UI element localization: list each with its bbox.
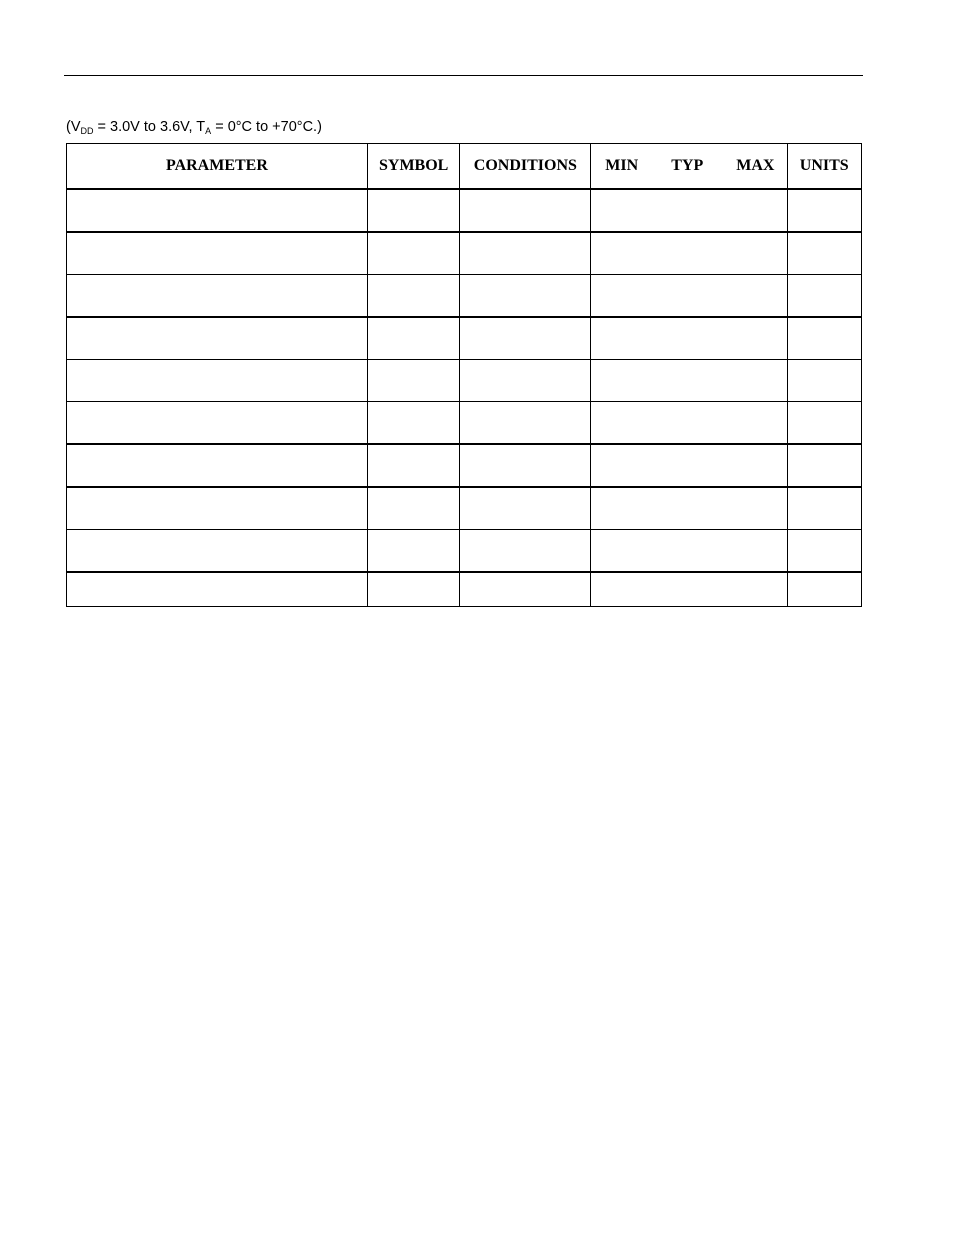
cell-units [787, 360, 862, 402]
cell-min-typ-max [591, 317, 787, 360]
cell-parameter [67, 360, 368, 402]
cell-units [787, 444, 862, 487]
cell-symbol [367, 275, 460, 318]
cell-min-typ-max [591, 530, 787, 573]
cell-units [787, 189, 862, 232]
cell-conditions [460, 487, 591, 530]
cell-min-typ-max [591, 402, 787, 445]
table-row [67, 360, 862, 402]
cell-conditions [460, 444, 591, 487]
cell-symbol [367, 572, 460, 607]
cell-units [787, 232, 862, 275]
header-min: MIN [605, 157, 639, 174]
cell-min-typ-max [591, 360, 787, 402]
operating-conditions-note [66, 118, 322, 136]
cell-conditions [460, 232, 591, 275]
cell-parameter [67, 530, 368, 573]
electrical-characteristics-table [66, 143, 862, 607]
table-header-row [67, 144, 862, 190]
table-row [67, 487, 862, 530]
cell-conditions [460, 530, 591, 573]
cell-symbol [367, 530, 460, 573]
note-text-mid: = 3.0V to 3.6V, T [93, 119, 206, 135]
cell-min-typ-max [591, 444, 787, 487]
top-rule [64, 75, 863, 76]
ta-subscript: A [205, 126, 212, 136]
header-conditions: CONDITIONS [460, 144, 591, 190]
cell-conditions [460, 402, 591, 445]
table-row [67, 232, 862, 275]
table-row [67, 402, 862, 445]
cell-min-typ-max [591, 275, 787, 318]
cell-min-typ-max [591, 487, 787, 530]
cell-units [787, 530, 862, 573]
cell-units [787, 487, 862, 530]
cell-symbol [367, 487, 460, 530]
cell-conditions [460, 572, 591, 607]
table-row [67, 317, 862, 360]
cell-parameter [67, 189, 368, 232]
header-max: MAX [736, 157, 775, 174]
cell-conditions [460, 189, 591, 232]
table-row [67, 275, 862, 318]
cell-parameter [67, 572, 368, 607]
header-symbol: SYMBOL [367, 144, 460, 190]
vdd-subscript: DD [80, 126, 94, 136]
cell-units [787, 572, 862, 607]
header-typ: TYP [671, 157, 704, 174]
cell-parameter [67, 317, 368, 360]
cell-units [787, 402, 862, 445]
cell-min-typ-max [591, 572, 787, 607]
table-row [67, 444, 862, 487]
cell-symbol [367, 360, 460, 402]
cell-parameter [67, 275, 368, 318]
cell-conditions [460, 275, 591, 318]
cell-units [787, 275, 862, 318]
cell-parameter [67, 402, 368, 445]
cell-symbol [367, 444, 460, 487]
header-parameter: PARAMETER [67, 144, 368, 190]
cell-conditions [460, 360, 591, 402]
cell-units [787, 317, 862, 360]
table-row [67, 189, 862, 232]
cell-min-typ-max [591, 232, 787, 275]
cell-symbol [367, 232, 460, 275]
cell-parameter [67, 444, 368, 487]
table-row [67, 530, 862, 573]
cell-min-typ-max [591, 189, 787, 232]
cell-conditions [460, 317, 591, 360]
cell-symbol [367, 402, 460, 445]
note-text-close: = 0°C to +70°C.) [211, 119, 322, 135]
header-units: UNITS [787, 144, 862, 190]
table-row [67, 572, 862, 607]
cell-symbol [367, 317, 460, 360]
cell-parameter [67, 232, 368, 275]
cell-parameter [67, 487, 368, 530]
header-min-typ-max [591, 144, 787, 190]
note-text-open: (V [66, 119, 81, 135]
cell-symbol [367, 189, 460, 232]
